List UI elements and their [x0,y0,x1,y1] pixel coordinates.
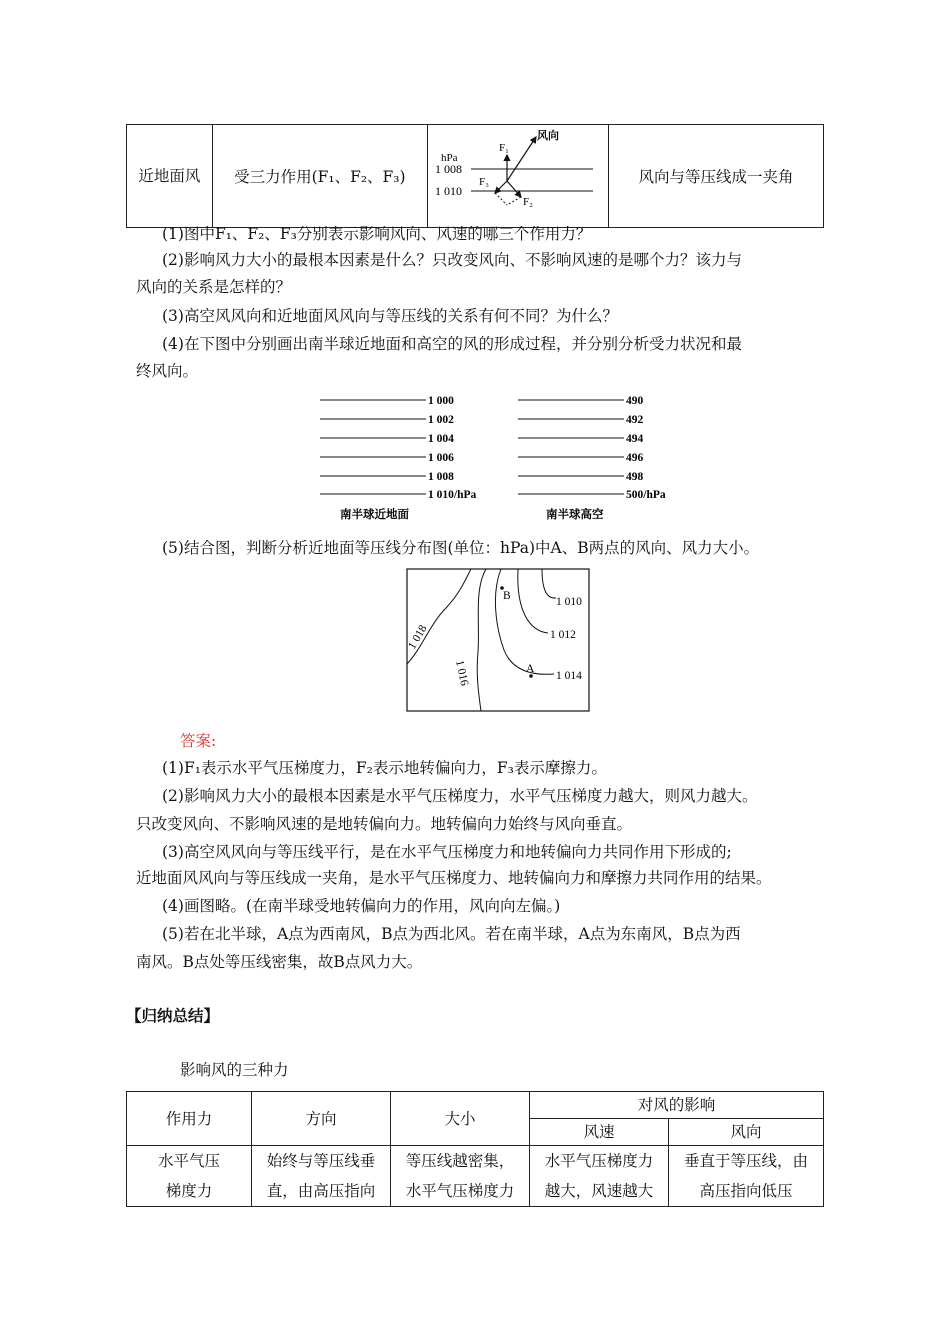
contour-map [406,568,590,712]
contour-1012 [518,569,548,633]
row1-force: 水平气压梯度力 [127,1146,252,1207]
dash-2 [507,197,521,205]
label-1016: 1 016 [453,659,471,687]
label-1014: 1 014 [556,670,582,682]
row1-size: 等压线越密集，水平气压梯度力 [391,1146,530,1207]
right-label-0: 490 [626,395,644,407]
isobar-chart [310,390,690,526]
question-1: (1)图中F₁、F₂、F₃分别表示影响风向、风速的哪三个作用力？ [162,225,592,243]
header-size: 大小 [391,1092,530,1146]
label-b: B [503,590,511,602]
left-label-2: 1 004 [428,433,454,445]
left-label-0: 1 000 [428,395,454,407]
row-label: 近地面风 [127,125,213,228]
contour-1010 [542,569,556,598]
f2-arrow [507,181,521,197]
contour-1014 [495,569,554,674]
question-4a: (4)在下图中分别画出南半球近地面和高空的风的形成过程，并分别分析受力状况和最 [162,335,742,353]
left-caption: 南半球近地面 [340,509,409,521]
answer-2a: (2)影响风力大小的最根本因素是水平气压梯度力，水平气压梯度力越大，则风力越大。 [162,787,758,805]
contour-1016 [477,569,486,711]
label-1018: 1 018 [406,623,430,652]
left-label-4: 1 008 [428,471,454,483]
answer-4: (4)画图略。(在南半球受地转偏向力的作用，风向向左偏。) [162,897,561,915]
diagram-p2: 1 010 [434,184,462,198]
header-effect: 对风的影响 [530,1092,824,1119]
forces-cell: 受三力作用(F₁、F₂、F₃) [212,125,427,228]
answer-3a: (3)高空风风向与等压线平行，是在水平气压梯度力和地转偏向力共同作用下形成的; [162,843,732,861]
question-4b: 终风向。 [136,362,199,380]
diagram-f2: F₂ [522,196,533,208]
answer-2b: 只改变风向、不影响风速的是地转偏向力。地转偏向力始终与风向垂直。 [136,815,633,833]
answer-3b: 近地面风风向与等压线成一夹角，是水平气压梯度力、地转偏向力和摩擦力共同作用的结果。 [136,869,772,887]
direction-cell: 风向与等压线成一夹角 [608,125,823,228]
answer-5a: (5)若在北半球，A点为西南风，B点为西北风。若在南半球，A点为东南风，B点为西 [162,925,741,943]
diagram-wind-label: 风向 [536,129,559,142]
row1-direction: 始终与等压线垂直，由高压指向 [252,1146,391,1207]
question-2b: 风向的关系是怎样的？ [136,278,292,296]
answer-1: (1)F₁表示水平气压梯度力，F₂表示地转偏向力，F₃表示摩擦力。 [162,759,607,777]
top-table [126,124,824,228]
header-force: 作用力 [127,1092,252,1146]
dash-1 [495,193,507,205]
left-label-5: 1 010/hPa [428,489,477,501]
diagram-p1: 1 008 [434,162,462,176]
header-speed: 风速 [530,1119,669,1146]
label-1010: 1 010 [556,596,582,608]
summary-heading: 【归纳总结】 [126,1007,220,1025]
right-label-5: 500/hPa [626,489,666,501]
diagram-f1: F₁ [498,142,509,154]
answer-5b: 南风。B点处等压线密集，故B点风力大。 [136,953,423,971]
force-diagram-cell [427,125,608,228]
diagram-unit: hPa [440,152,458,164]
right-label-4: 498 [626,471,644,483]
wind-arrow [507,137,536,181]
right-label-1: 492 [626,414,644,426]
label-a: A [526,663,535,675]
right-caption: 南半球高空 [546,509,604,521]
left-label-3: 1 006 [428,452,454,464]
diagram-f3: F₃ [478,176,489,188]
question-3: (3)高空风风向和近地面风风向与等压线的关系有何不同？为什么？ [162,307,618,325]
row1-speed: 水平气压梯度力越大，风速越大 [530,1146,669,1207]
right-label-2: 494 [626,433,644,445]
left-label-1: 1 002 [428,414,454,426]
summary-table [126,1091,824,1207]
question-2a: (2)影响风力大小的最根本因素是什么？只改变风向、不影响风速的是哪个力？该力与 [162,251,742,269]
right-label-3: 496 [626,452,644,464]
question-5: (5)结合图，判断分析近地面等压线分布图(单位：hPa)中A、B两点的风向、风力大小。 [162,539,760,557]
summary-table-title: 影响风的三种力 [180,1061,289,1079]
header-wind-dir: 风向 [669,1119,824,1146]
header-direction: 方向 [252,1092,391,1146]
label-1012: 1 012 [550,629,576,641]
answer-heading: 答案: [180,732,217,750]
row1-wind-dir: 垂直于等压线，由高压指向低压 [669,1146,824,1207]
force-diagram [433,125,603,223]
